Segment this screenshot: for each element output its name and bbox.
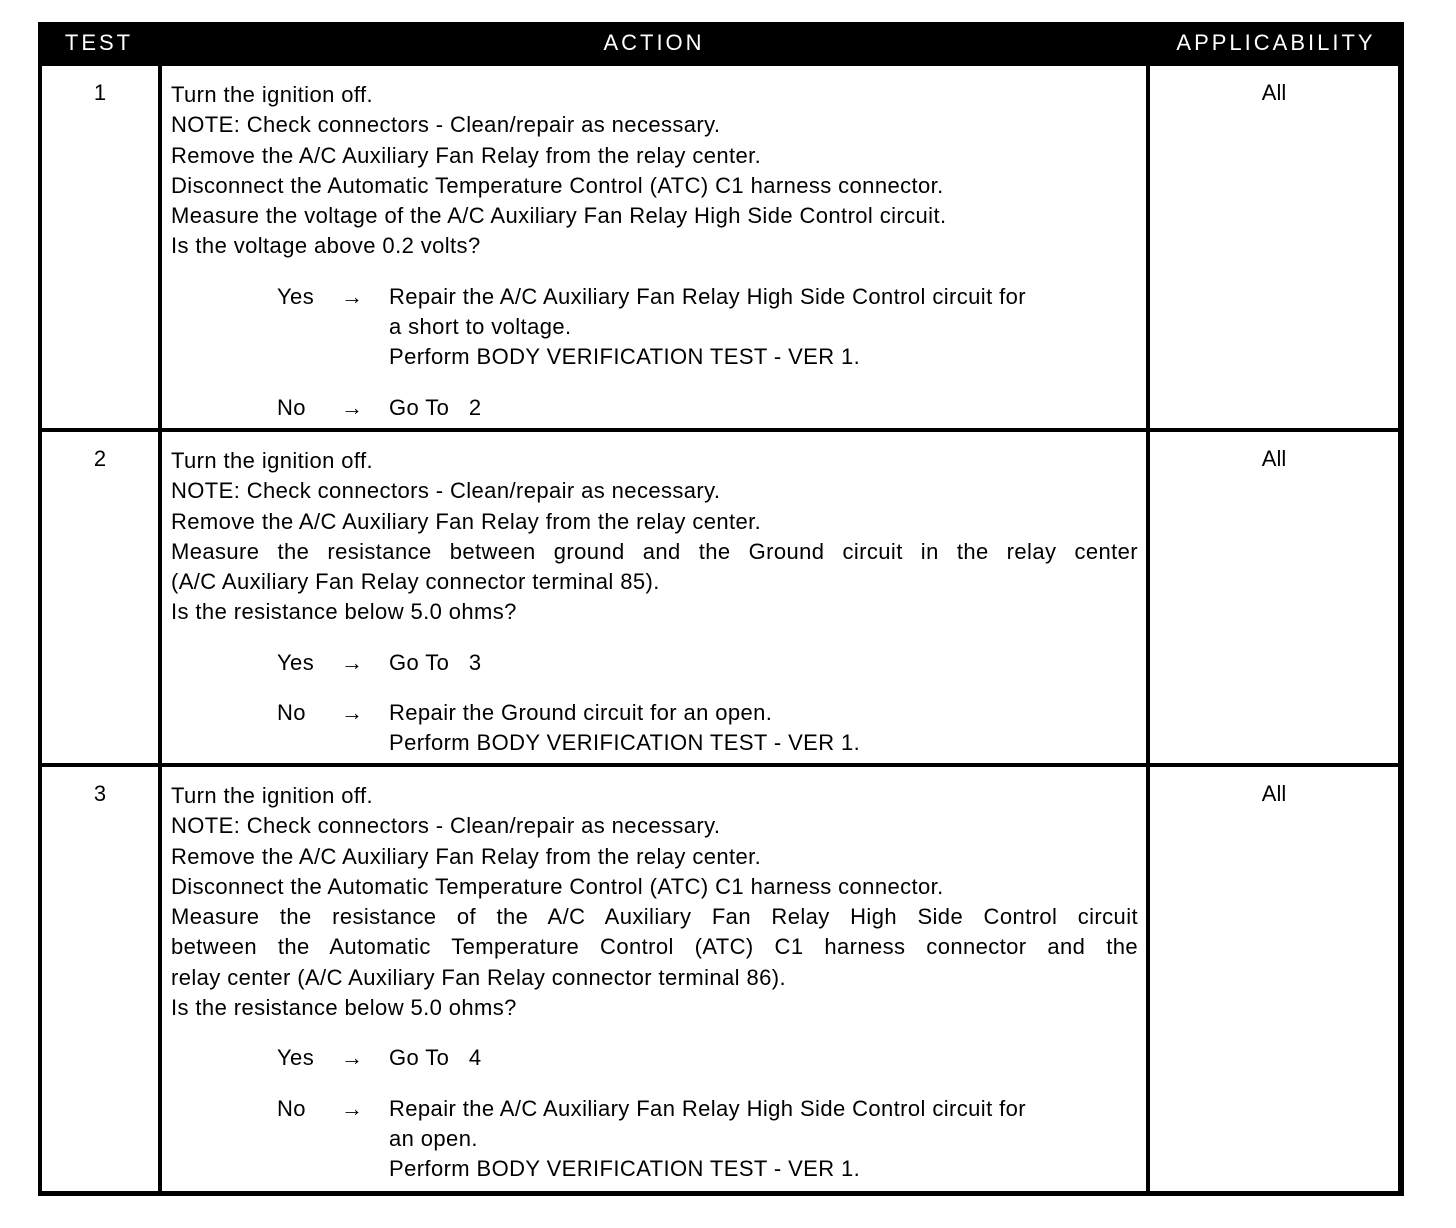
action-step: Turn the ignition off. [171,783,374,808]
no-outcome [171,1094,1138,1185]
yes-outcome [171,1043,1138,1073]
diagnostic-test-table [38,22,1404,1196]
action-step: Measure the resistance between ground and the Ground circuit in the relay center [171,538,1138,564]
action-step: Disconnect the Automatic Temperature Control (ATC) C1 harness connector. [171,873,944,899]
action-note: NOTE: Check connectors - Clean/repair as necessary. [171,478,721,504]
action-step: Disconnect the Automatic Temperature Control (ATC) C1 harness connector. [171,172,944,198]
outcome-text: Repair the A/C Auxiliary Fan Relay High Side Control circuit for [389,283,1026,309]
yes-outcome [171,282,1138,373]
yes-label: Yes [277,283,315,309]
arrow-icon: → [341,394,364,420]
arrow-icon: → [341,700,364,726]
no-label: No [277,1095,306,1121]
outcome-text: Go To 2 [389,394,482,420]
action-step: Turn the ignition off. [171,82,374,107]
action-step: between the Automatic Temperature Control (ATC) C1 harness connector and the [171,934,1138,960]
outcome-text: Perform BODY VERIFICATION TEST - VER 1. [389,344,861,370]
test-number: 1 [42,66,158,428]
test-number: 3 [42,767,158,1191]
outcome-text: Repair the Ground circuit for an open. [389,700,773,726]
action-question: Is the resistance below 5.0 ohms? [171,599,517,625]
applicability-value: All [1150,767,1398,1191]
outcome-text: a short to voltage. [389,314,572,340]
arrow-icon: → [341,283,364,309]
action-step: Remove the A/C Auxiliary Fan Relay from the relay center. [171,843,762,869]
test-number: 2 [42,432,158,763]
action-step: Turn the ignition off. [171,448,374,473]
action-step: Remove the A/C Auxiliary Fan Relay from the relay center. [171,142,762,168]
action-question: Is the resistance below 5.0 ohms? [171,995,517,1021]
applicability-value: All [1150,66,1398,428]
no-outcome [171,393,1138,423]
action-question: Is the voltage above 0.2 volts? [171,233,481,259]
yes-label: Yes [277,649,315,675]
outcome-text: Go To 4 [389,1045,482,1071]
arrow-icon: → [341,1095,364,1121]
test-action [162,432,1146,763]
outcome-text: Perform BODY VERIFICATION TEST - VER 1. [389,1156,861,1182]
outcome-text: Go To 3 [389,649,482,675]
action-step: Remove the A/C Auxiliary Fan Relay from the relay center. [171,508,762,534]
action-step: Measure the resistance of the A/C Auxiliary Fan Relay High Side Control circuit [171,904,1138,930]
arrow-icon: → [341,1045,364,1071]
test-action [162,767,1146,1191]
column-header-test: TEST [64,30,134,55]
no-label: No [277,700,306,726]
column-header-action: ACTION [603,30,705,55]
action-note: NOTE: Check connectors - Clean/repair as necessary. [171,813,721,839]
no-label: No [277,394,306,420]
yes-outcome [171,648,1138,678]
outcome-text: Perform BODY VERIFICATION TEST - VER 1. [389,730,861,756]
action-step: (A/C Auxiliary Fan Relay connector terminal 85). [171,569,660,595]
outcome-text: an open. [389,1125,478,1151]
applicability-value: All [1150,432,1398,763]
no-outcome [171,698,1138,759]
action-step: Measure the voltage of the A/C Auxiliary Fan Relay High Side Control circuit. [171,203,947,229]
action-note: NOTE: Check connectors - Clean/repair as necessary. [171,112,721,138]
outcome-text: Repair the A/C Auxiliary Fan Relay High Side Control circuit for [389,1095,1026,1121]
column-header-applicability: APPLICABILITY [1176,30,1376,55]
test-action [162,66,1146,428]
action-step: relay center (A/C Auxiliary Fan Relay connector terminal 86). [171,964,786,990]
arrow-icon: → [341,649,364,675]
yes-label: Yes [277,1045,315,1071]
